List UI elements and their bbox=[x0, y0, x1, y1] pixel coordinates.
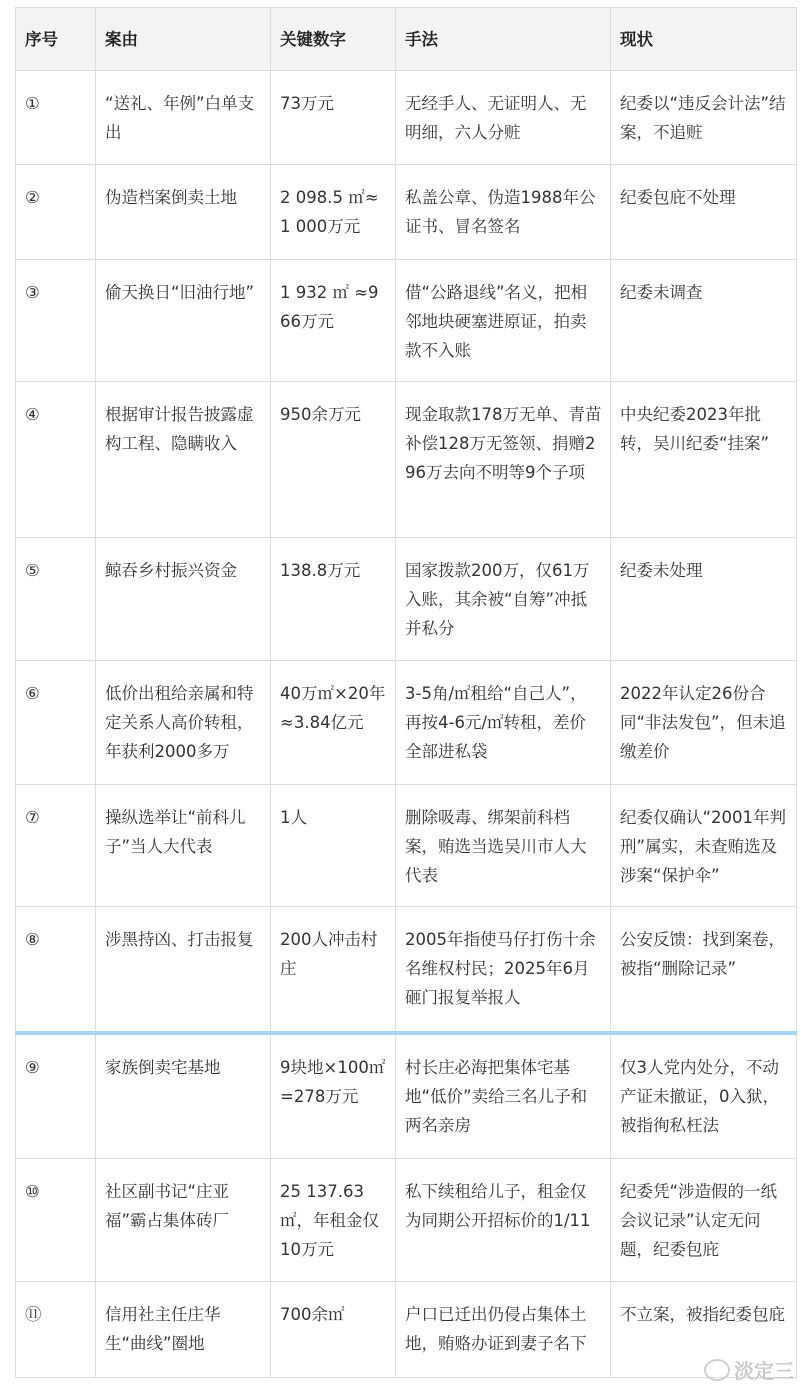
cell-case: 信用社主任庄华生“曲线”圈地 bbox=[96, 1282, 271, 1378]
cell-status: 2022年认定26份合同“非法发包”，但未追缴差价 bbox=[611, 661, 797, 785]
table-row bbox=[16, 1282, 797, 1378]
header-method: 手法 bbox=[396, 8, 611, 71]
cell-method: 2005年指使马仔打伤十余名维权村民；2025年6月砸门报复举报人 bbox=[396, 907, 611, 1034]
table-row bbox=[16, 785, 797, 907]
header-case: 案由 bbox=[96, 8, 271, 71]
cell-index: ⑧ bbox=[16, 907, 96, 1034]
cell-method: 删除吸毒、绑架前科档案，贿选当选吴川市人大代表 bbox=[396, 785, 611, 907]
cell-method: 私下续租给儿子，租金仅为同期公开招标价的1/11 bbox=[396, 1159, 611, 1282]
cell-index: ⑤ bbox=[16, 538, 96, 661]
table-row bbox=[16, 1033, 797, 1159]
cell-key-figures: 700余㎡ bbox=[271, 1282, 396, 1378]
cell-case: 低价出租给亲属和特定关系人高价转租，年获利2000多万 bbox=[96, 661, 271, 785]
cell-case: “送礼、年例”白单支出 bbox=[96, 71, 271, 165]
cell-status: 纪委凭“涉造假的一纸会议记录”认定无问题，纪委包庇 bbox=[611, 1159, 797, 1282]
cell-key-figures: 25 137.63 ㎡，年租金仅10万元 bbox=[271, 1159, 396, 1282]
cell-index: ② bbox=[16, 165, 96, 260]
table-row bbox=[16, 661, 797, 785]
cell-index: ⑩ bbox=[16, 1159, 96, 1282]
table-row bbox=[16, 538, 797, 661]
cell-key-figures: 1 932 ㎡ ≈966万元 bbox=[271, 260, 396, 382]
cell-method: 3-5角/㎡租给“自己人”，再按4-6元/㎡转租，差价全部进私袋 bbox=[396, 661, 611, 785]
cell-method: 国家拨款200万，仅61万入账，其余被“自筹”冲抵并私分 bbox=[396, 538, 611, 661]
cell-key-figures: 2 098.5 ㎡≈1 000万元 bbox=[271, 165, 396, 260]
cell-case: 操纵选举让“前科儿子”当人大代表 bbox=[96, 785, 271, 907]
cell-case: 偷天换日“旧油行地” bbox=[96, 260, 271, 382]
cell-case: 伪造档案倒卖土地 bbox=[96, 165, 271, 260]
header-index: 序号 bbox=[16, 8, 96, 71]
cell-status: 纪委未处理 bbox=[611, 538, 797, 661]
cell-index: ① bbox=[16, 71, 96, 165]
watermark-text: 淡定三 bbox=[734, 1359, 794, 1383]
cell-status: 纪委未调查 bbox=[611, 260, 797, 382]
cell-index: ③ bbox=[16, 260, 96, 382]
table-row bbox=[16, 165, 797, 260]
cell-method: 私盖公章、伪造1988年公证书、冒名签名 bbox=[396, 165, 611, 260]
cell-status: 纪委包庇不处理 bbox=[611, 165, 797, 260]
cell-index: ⑥ bbox=[16, 661, 96, 785]
cell-case: 涉黑持凶、打击报复 bbox=[96, 907, 271, 1034]
table-row bbox=[16, 1159, 797, 1282]
cell-method: 无经手人、无证明人、无明细，六人分赃 bbox=[396, 71, 611, 165]
cell-status: 公安反馈：找到案卷，被指“删除记录” bbox=[611, 907, 797, 1034]
table-row bbox=[16, 71, 797, 165]
watermark bbox=[704, 1355, 794, 1384]
table-row bbox=[16, 382, 797, 538]
cell-index: ⑦ bbox=[16, 785, 96, 907]
cell-key-figures: 138.8万元 bbox=[271, 538, 396, 661]
weibo-logo-icon bbox=[704, 1359, 730, 1381]
cell-case: 家族倒卖宅基地 bbox=[96, 1033, 271, 1159]
table-header-row bbox=[16, 8, 797, 71]
cell-status: 中央纪委2023年批转，吴川纪委“挂案” bbox=[611, 382, 797, 538]
table-row bbox=[16, 907, 797, 1034]
cell-key-figures: 73万元 bbox=[271, 71, 396, 165]
table-row bbox=[16, 260, 797, 382]
cell-status: 纪委仅确认“2001年判刑”属实，未查贿选及涉案“保护伞” bbox=[611, 785, 797, 907]
cell-method: 村长庄必海把集体宅基地“低价”卖给三名儿子和两名亲房 bbox=[396, 1033, 611, 1159]
cell-method: 现金取款178万无单、青苗补偿128万无签领、捐赠296万去向不明等9个子项 bbox=[396, 382, 611, 538]
cell-key-figures: 200人冲击村庄 bbox=[271, 907, 396, 1034]
cell-key-figures: 9块地×100㎡=278万元 bbox=[271, 1033, 396, 1159]
cell-key-figures: 950余万元 bbox=[271, 382, 396, 538]
cell-status: 不立案，被指纪委包庇 bbox=[611, 1282, 797, 1378]
cases-table bbox=[15, 7, 797, 1378]
cell-case: 社区副书记“庄亚福”霸占集体砖厂 bbox=[96, 1159, 271, 1282]
cell-index: ④ bbox=[16, 382, 96, 538]
header-status: 现状 bbox=[611, 8, 797, 71]
cell-case: 鲸吞乡村振兴资金 bbox=[96, 538, 271, 661]
cell-status: 仅3人党内处分，不动产证未撤证，0入狱，被指徇私枉法 bbox=[611, 1033, 797, 1159]
cell-method: 借“公路退线”名义，把相邻地块硬塞进原证，拍卖款不入账 bbox=[396, 260, 611, 382]
cell-method: 户口已迁出仍侵占集体土地，贿赂办证到妻子名下 bbox=[396, 1282, 611, 1378]
cell-key-figures: 1人 bbox=[271, 785, 396, 907]
cell-key-figures: 40万㎡×20年≈3.84亿元 bbox=[271, 661, 396, 785]
header-key-figures: 关键数字 bbox=[271, 8, 396, 71]
cell-case: 根据审计报告披露虚构工程、隐瞒收入 bbox=[96, 382, 271, 538]
cell-index: ⑨ bbox=[16, 1033, 96, 1159]
cell-index: ⑪ bbox=[16, 1282, 96, 1378]
cell-status: 纪委以“违反会计法”结案，不追赃 bbox=[611, 71, 797, 165]
